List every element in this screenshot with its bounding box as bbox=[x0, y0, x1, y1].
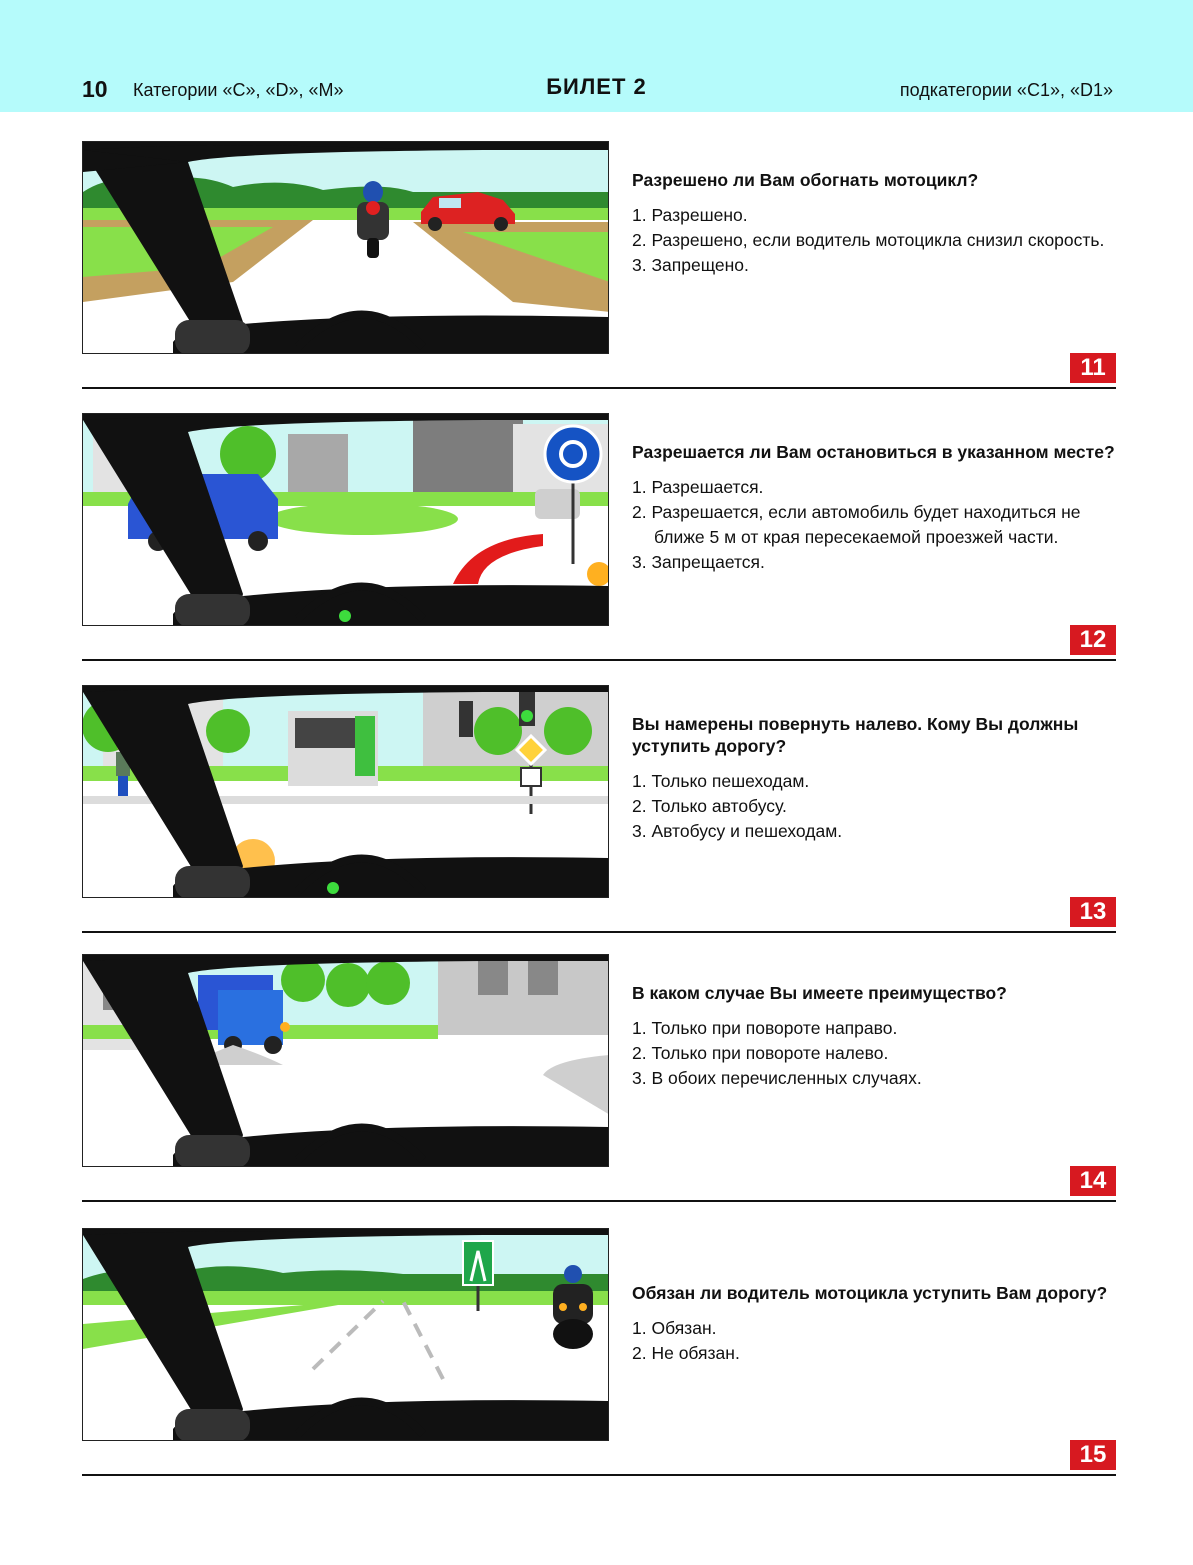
answer-option[interactable]: 3. Запрещается. bbox=[632, 552, 765, 572]
question-block bbox=[82, 954, 1116, 1226]
question-title: Обязан ли водитель мотоцикла уступить Вам дорогу? bbox=[632, 1283, 1108, 1303]
divider bbox=[82, 1200, 1116, 1202]
question-number-badge: 12 bbox=[1070, 625, 1116, 655]
question-illustration bbox=[82, 685, 609, 898]
question-number-badge: 11 bbox=[1070, 353, 1116, 383]
question-block bbox=[82, 141, 1116, 413]
answer-option[interactable]: 1. Обязан. bbox=[632, 1318, 717, 1338]
question-text bbox=[632, 1282, 1122, 1366]
question-illustration bbox=[82, 1228, 609, 1441]
question-number-badge: 14 bbox=[1070, 1166, 1116, 1196]
answer-option[interactable]: 2. Только автобусу. bbox=[632, 796, 787, 816]
question-block bbox=[82, 1228, 1116, 1500]
answer-option[interactable]: 2. Разрешено, если водитель мотоцикла снизил скорость. bbox=[632, 230, 1105, 250]
divider bbox=[82, 659, 1116, 661]
question-title: Разрешается ли Вам остановиться в указанном месте? bbox=[632, 442, 1115, 462]
question-number-badge: 15 bbox=[1070, 1440, 1116, 1470]
divider bbox=[82, 1474, 1116, 1476]
question-title: В каком случае Вы имеете преимущество? bbox=[632, 983, 1007, 1003]
page-header bbox=[0, 0, 1193, 112]
subcategories-label: подкатегории «C1», «D1» bbox=[899, 80, 1113, 100]
question-text bbox=[632, 982, 1122, 1091]
ticket-title: БИЛЕТ 2 bbox=[546, 74, 647, 99]
answer-option[interactable]: 3. В обоих перечисленных случаях. bbox=[632, 1068, 922, 1088]
answer-option[interactable]: 3. Автобусу и пешеходам. bbox=[632, 821, 843, 841]
question-title: Разрешено ли Вам обогнать мотоцикл? bbox=[632, 170, 979, 190]
answer-option[interactable]: 1. Разрешается. bbox=[632, 477, 764, 497]
question-illustration bbox=[82, 141, 609, 354]
answer-option[interactable]: 1. Только при повороте направо. bbox=[632, 1018, 898, 1038]
question-illustration bbox=[82, 954, 609, 1167]
page-number: 10 bbox=[82, 76, 108, 102]
divider bbox=[82, 931, 1116, 933]
answer-option[interactable]: 2. Не обязан. bbox=[632, 1343, 740, 1363]
question-block bbox=[82, 413, 1116, 685]
question-illustration bbox=[82, 413, 609, 626]
answer-option[interactable]: 2. Только при повороте налево. bbox=[632, 1043, 889, 1063]
question-text bbox=[632, 169, 1122, 278]
categories-label: Категории «C», «D», «M» bbox=[133, 80, 344, 100]
question-block bbox=[82, 685, 1116, 957]
question-text bbox=[632, 441, 1122, 575]
divider bbox=[82, 387, 1116, 389]
answer-option[interactable]: 1. Только пешеходам. bbox=[632, 771, 810, 791]
answer-option[interactable]: 1. Разрешено. bbox=[632, 205, 748, 225]
answer-option[interactable]: 2. Разрешается, если автомобиль будет находиться не ближе 5 м от края пересекаемой проезжей части. bbox=[632, 502, 1081, 547]
question-title: Вы намерены повернуть налево. Кому Вы должны уступить дорогу? bbox=[632, 714, 1079, 756]
question-text bbox=[632, 713, 1122, 844]
question-number-badge: 13 bbox=[1070, 897, 1116, 927]
answer-option[interactable]: 3. Запрещено. bbox=[632, 255, 749, 275]
